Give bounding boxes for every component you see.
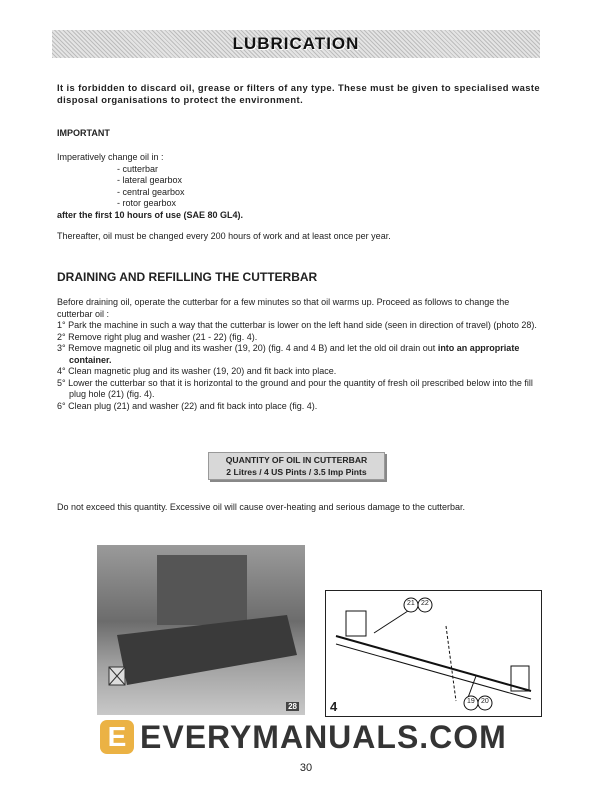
watermark-logo: E — [100, 720, 134, 754]
important-thereafter: Thereafter, oil must be changed every 200 hours of work and at least once per year. — [57, 231, 391, 241]
step: 5° Lower the cutterbar so that it is horizontal to the ground and pour the quantity of fresh oil prescribed below into the fill plug hole (21) (fig. 4). — [57, 377, 533, 399]
list-item: - lateral gearbox — [117, 175, 183, 185]
step: 2° Remove right plug and washer (21 - 22) (fig. 4). — [57, 331, 258, 342]
cutterbar-diagram — [326, 591, 541, 716]
callout-20: 20 — [481, 698, 489, 705]
procedure — [57, 297, 544, 412]
list-item: - cutterbar — [117, 163, 159, 174]
figure-4 — [325, 590, 542, 717]
step — [57, 343, 544, 366]
environment-warning: It is forbidden to discard oil, grease or filters of any type. These must be given to specialised waste disposal organisations to protect the environment. — [57, 82, 540, 105]
page-number: 30 — [299, 762, 313, 774]
step-bold: into an appropriate container. — [69, 343, 520, 365]
list-item: - rotor gearbox — [117, 198, 177, 208]
step: 4° Clean magnetic plug and its washer (19, 20) and fit back into place. — [57, 366, 337, 376]
callout-22: 22 — [421, 600, 429, 607]
watermark — [100, 720, 507, 754]
callout-21: 21 — [407, 600, 415, 607]
page-title: LUBRICATION — [232, 34, 360, 53]
list-item: - central gearbox — [117, 186, 185, 197]
important-intro: Imperatively change oil in : — [57, 152, 164, 162]
step-text: 3° Remove magnetic oil plug and its washer (19, 20) (fig. 4 and 4 B) and let the old oil drain out — [57, 343, 438, 353]
section-heading: DRAINING AND REFILLING THE CUTTERBAR — [57, 270, 318, 284]
procedure-intro: Before draining oil, operate the cutterbar for a few minutes so that oil warms up. Proceed as follows to change the cutterbar oil : — [57, 297, 510, 319]
quantity-title: QUANTITY OF OIL IN CUTTERBAR — [225, 455, 368, 465]
important-after: after the first 10 hours of use (SAE 80 GL4). — [57, 209, 244, 220]
watermark-text: EVERYMANUALS.COM — [140, 719, 507, 755]
caution-text: Do not exceed this quantity. Excessive oil will cause over-heating and serious damage to the cutterbar. — [57, 502, 466, 512]
figure-label: 4 — [330, 699, 338, 714]
callout-19: 19 — [467, 698, 475, 705]
machine-photo-graphic — [97, 545, 305, 715]
quantity-value: 2 Litres / 4 US Pints / 3.5 Imp Pints — [226, 467, 367, 477]
important-block — [57, 152, 537, 243]
photo-machine — [97, 545, 305, 715]
title-banner — [52, 30, 540, 58]
important-heading: IMPORTANT — [57, 128, 110, 138]
step: 6° Clean plug (21) and washer (22) and fit back into place (fig. 4). — [57, 400, 318, 411]
photo-label: 28 — [288, 702, 297, 711]
oil-quantity-box — [208, 452, 385, 480]
step: 1° Park the machine in such a way that the cutterbar is lower on the left hand side (seen in direction of travel) (photo 28). — [57, 320, 537, 330]
